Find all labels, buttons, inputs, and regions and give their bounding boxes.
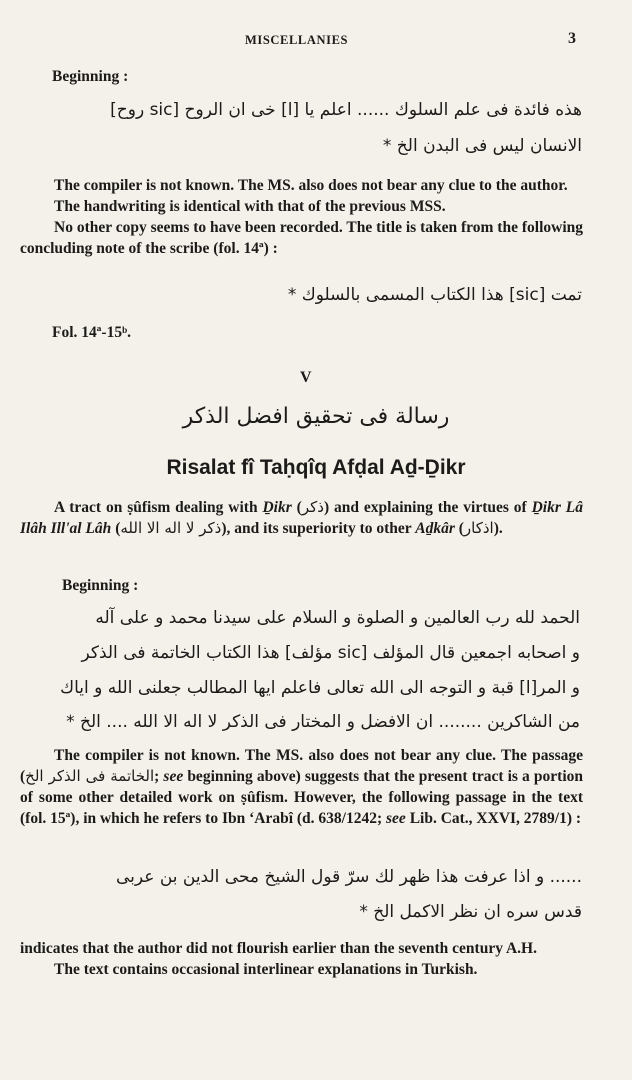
text: ; bbox=[154, 768, 164, 785]
english-title: Risalat fî Taḥqîq Afḍal Aḏ-Ḏikr bbox=[166, 456, 466, 479]
term: Ḏikr Lâ Ilâh Ill'al Lâh bbox=[20, 499, 583, 537]
analysis-paragraph bbox=[20, 745, 583, 829]
see-term: see bbox=[163, 768, 184, 785]
arabic-line: الانسان لیس فی البدن الخ * bbox=[382, 136, 582, 156]
term: Ḏikr bbox=[262, 499, 292, 516]
paragraph: The handwriting is identical with that of the previous MSS. bbox=[54, 198, 446, 215]
folio-reference: Fol. 14ª-15ᵇ. bbox=[52, 324, 131, 341]
colophon-arabic: تمت [sic] هذا الكتاب المسمی بالسلوك * bbox=[287, 285, 582, 305]
see-term: see bbox=[386, 810, 406, 827]
arabic-line: و اصحابه اجمعین قال المؤلف [sic مؤلف] هذا الکتاب الخاتمة فی الذکر bbox=[81, 643, 580, 663]
text: A tract on ṣûfism dealing with bbox=[54, 499, 263, 516]
text: , and its superiority to other bbox=[226, 520, 416, 537]
intro-paragraph: A tract on ṣûfism dealing with Ḏikr (ذکر) and explaining the virtues of Ḏikr Lâ Ilâh Ill'al Lâh (ذکر لا اله الا الله), and its superiority to other Aḏkâr (اذکار). bbox=[20, 498, 583, 537]
arabic-line: الحمد لله رب العالمین و الصلوة و السلام علی سیدنا محمد و علی آله bbox=[95, 608, 580, 628]
text: and explaining the virtues of bbox=[329, 499, 532, 516]
arabic-line: هذه فائدة فی علم السلوك ...... اعلم یا [ا] خی ان الروح [sic روح] bbox=[110, 100, 582, 120]
paragraph: No other copy seems to have been recorded. The title is taken from the following concluding note of the scribe (fol. 14ª) : bbox=[20, 219, 583, 257]
text: Lib. Cat., XXVI, 2789/1) : bbox=[405, 810, 582, 827]
beginning-label: Beginning : bbox=[62, 577, 139, 594]
arabic-line: من الشاکرین ........ ان الافضل و المختار فی الذکر لا اله الا الله .... الخ * bbox=[66, 712, 580, 732]
paragraph: The text contains occasional interlinear explanations in Turkish. bbox=[54, 961, 478, 978]
arabic-inline: الخاتمة فی الذکر الخ bbox=[25, 767, 155, 785]
page-number: 3 bbox=[568, 30, 576, 47]
arabic-quote-line: قدس سره ان نظر الاکمل الخ * bbox=[359, 902, 582, 922]
arabic-line: و المر[ا] قبة و التوجه الی الله تعالی فاعلم ایها المطالب جعلنی الله و ایاك bbox=[60, 678, 580, 698]
arabic-inline: اذکار bbox=[463, 519, 494, 537]
arabic-quote-line: ...... و اذا عرفت هذا ظهر لك سرّ قول الشیخ محی الدین بن عربی bbox=[115, 867, 582, 887]
section-numeral: V bbox=[300, 369, 312, 386]
running-title: MISCELLANIES bbox=[245, 33, 349, 47]
text: beginning above) suggests that the present tract is a portion of some other detailed work on ṣûfism. However, the following passage in the text (fol. 15ª), in which he refers to Ibn ‘Arabî (d. 638/1242; bbox=[20, 768, 583, 827]
closing-block bbox=[20, 938, 583, 980]
paragraph: The compiler is not known. The MS. also does not bear any clue to the author. bbox=[54, 177, 568, 194]
text: The compiler is not known. The MS. also does not bear any clue. The passage ( bbox=[20, 747, 583, 785]
paragraph-block bbox=[20, 175, 583, 259]
term: Aḏkâr bbox=[415, 520, 455, 537]
arabic-inline: ذکر لا اله الا الله bbox=[120, 519, 222, 537]
paragraph: indicates that the author did not flourish earlier than the seventh century A.H. bbox=[20, 940, 537, 957]
arabic-inline: ذکر bbox=[301, 498, 324, 516]
beginning-label: Beginning : bbox=[52, 68, 129, 85]
arabic-title: رسالة فی تحقیق افضل الذکر bbox=[182, 404, 450, 429]
text: ). bbox=[493, 520, 503, 537]
